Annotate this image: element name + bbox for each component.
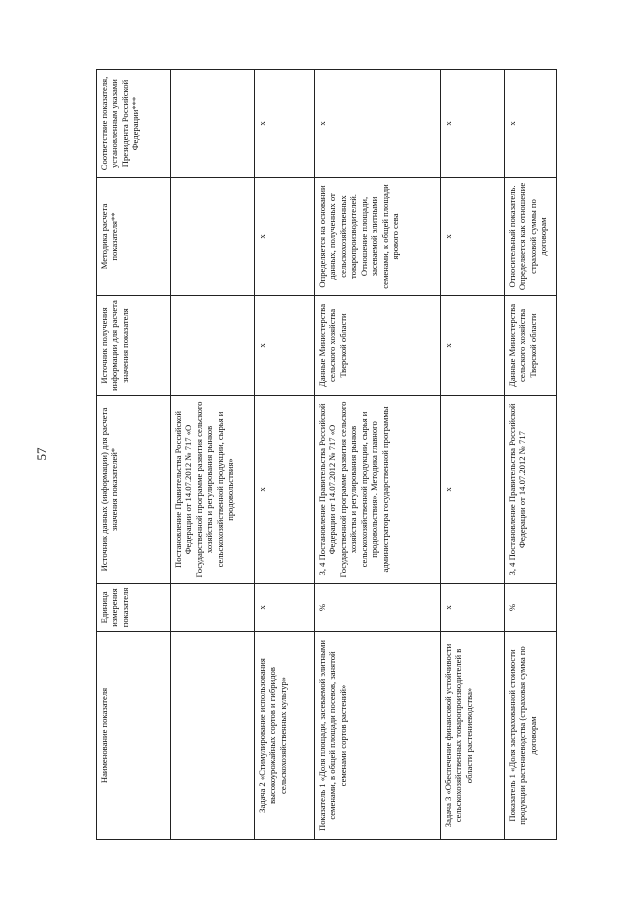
table-row [315, 70, 441, 840]
header-info-source: Источник получения информации для расчета значения показателя [97, 296, 171, 396]
table-row [441, 70, 505, 840]
cell-data-source: Постановление Правительства Российской Федерации от 14.07.2012 № 717 «О Государственной программе развития сельского хозяйства и регулирования рынков сельскохозяйственной продукции, сырья и продовольствия» [171, 396, 255, 584]
cell-info-source [171, 296, 255, 396]
cell-method: Относительный показатель. Определяется как отношение страховой суммы по договорам [505, 178, 557, 296]
rotated-table-container [96, 70, 556, 840]
table-header-row [97, 70, 171, 840]
table-row [505, 70, 557, 840]
header-method: Методика расчета показателя** [97, 178, 171, 296]
cell-compliance: х [255, 70, 315, 178]
cell-name: Показатель 1 «Доля площади, засеваемой элитными семенами, в общей площади посевов, занятой семенами сортов растений» [315, 632, 441, 840]
cell-name: Задача 2 «Стимулирование использования высокоурожайных сортов и гибридов сельскохозяйственных культур» [255, 632, 315, 840]
cell-compliance [171, 70, 255, 178]
cell-info-source: х [255, 296, 315, 396]
header-indicator-name: Наименование показателя [97, 632, 171, 840]
cell-data-source: 3, 4 Постановление Правительства Российской Федерации от 14.07.2012 № 717 «О Государственной программе развития сельского хозяйства и регулирования рынков сельскохозяйственной продукции, сырья и продовольствия». Методика главного администратора государственной программы [315, 396, 441, 584]
cell-compliance: х [441, 70, 505, 178]
cell-name: Показатель 1 «Доля застрахованной стоимости продукции растениеводства (страховая сумма по договорам [505, 632, 557, 840]
cell-unit: х [255, 584, 315, 632]
page-number: 57 [34, 447, 49, 461]
cell-data-source: 3, 4 Постановление Правительства Российской Федерации от 14.07.2012 № 717 [505, 396, 557, 584]
table-row [255, 70, 315, 840]
cell-unit: % [315, 584, 441, 632]
cell-name [171, 632, 255, 840]
indicators-table [96, 69, 557, 840]
table-row [171, 70, 255, 840]
cell-method [171, 178, 255, 296]
cell-method: х [255, 178, 315, 296]
cell-info-source: Данные Министерства сельского хозяйства Тверской области [505, 296, 557, 396]
header-unit: Единица измерения показателя [97, 584, 171, 632]
cell-compliance: х [505, 70, 557, 178]
header-compliance: Соответствие показателя, установленным указами Президента Российской Федерации*** [97, 70, 171, 178]
cell-unit: х [441, 584, 505, 632]
cell-name: Задача 3 «Обеспечение финансовой устойчивости сельскохозяйственных товаропроизводителей в области растениеводства» [441, 632, 505, 840]
header-data-source: Источник данных (информации) для расчета значения показателей* [97, 396, 171, 584]
cell-unit: % [505, 584, 557, 632]
cell-unit [171, 584, 255, 632]
cell-method: х [441, 178, 505, 296]
cell-data-source: х [441, 396, 505, 584]
cell-data-source: х [255, 396, 315, 584]
cell-info-source: Данные Министерства сельского хозяйства Тверской области [315, 296, 441, 396]
cell-method: Определяется на основании данных, полученных от сельскохозяйственных товаропроизводителей. Отношение площади, засеваемой элитными семенами, к общей площади ярового сева [315, 178, 441, 296]
cell-compliance: х [315, 70, 441, 178]
cell-info-source: х [441, 296, 505, 396]
